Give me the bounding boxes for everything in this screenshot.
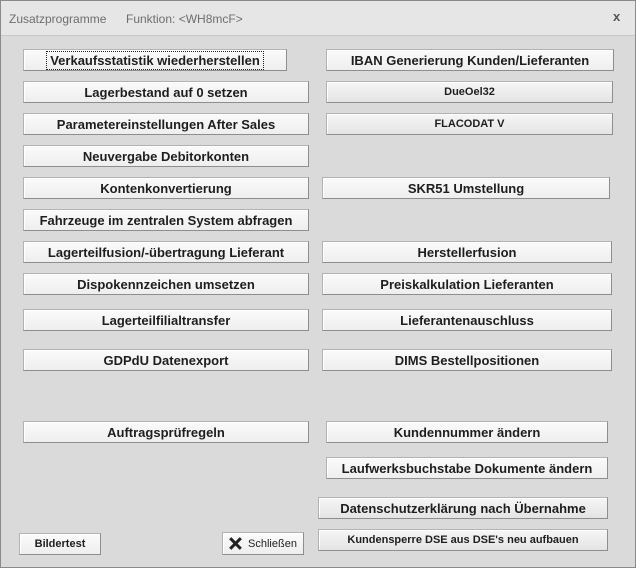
dispokennzeichen-label: Dispokennzeichen umsetzen	[77, 276, 255, 292]
bildertest-button[interactable]	[19, 533, 101, 555]
dueoel32-label: DueOel32	[444, 86, 495, 98]
gdpdu-datenexport-button[interactable]	[23, 349, 309, 371]
close-x-icon	[229, 537, 242, 550]
kundensperre-label: Kundensperre DSE aus DSE's neu aufbauen	[347, 534, 579, 546]
preiskalkulation-button[interactable]	[322, 273, 612, 295]
close-icon[interactable]: x	[613, 9, 621, 24]
herstellerfusion-button[interactable]	[322, 241, 612, 263]
datenschutz-label: Datenschutzerklärung nach Übernahme	[340, 500, 586, 516]
dispokennzeichen-button[interactable]	[23, 273, 309, 295]
lagerteilfusion-label: Lagerteilfusion/-übertragung Lieferant	[47, 244, 285, 260]
neuvergabe-label: Neuvergabe Debitorkonten	[82, 148, 250, 164]
dims-label: DIMS Bestellpositionen	[394, 352, 540, 368]
kundennummer-label: Kundennummer ändern	[393, 424, 541, 440]
skr51-label: SKR51 Umstellung	[407, 180, 525, 196]
laufwerksbuchstabe-label: Laufwerksbuchstabe Dokumente ändern	[341, 460, 593, 476]
iban-label: IBAN Generierung Kunden/Lieferanten	[350, 52, 590, 68]
schliessen-label: Schließen	[248, 537, 297, 550]
lagerteilfilialtransfer-label: Lagerteilfilialtransfer	[101, 312, 231, 328]
skr51-umstellung-button[interactable]	[322, 177, 610, 199]
neuvergabe-debitorkonten-button[interactable]	[23, 145, 309, 167]
schliessen-button[interactable]	[222, 532, 304, 555]
verkaufsstatistik-label: Verkaufsstatistik wiederherstellen	[50, 52, 260, 68]
gdpdu-label: GDPdU Datenexport	[103, 352, 229, 368]
fahrzeuge-label: Fahrzeuge im zentralen System abfragen	[39, 212, 293, 228]
lagerteilfusion-button[interactable]	[23, 241, 309, 263]
lagerbestand-button[interactable]	[23, 81, 309, 103]
dims-bestellpositionen-button[interactable]	[322, 349, 612, 371]
verkaufsstatistik-button[interactable]	[23, 49, 287, 71]
flacodat-label: FLACODAT V	[434, 118, 505, 130]
lieferantenausschluss-button[interactable]	[322, 309, 612, 331]
function-title: Funktion: <WH8mcF>	[126, 12, 243, 26]
title-bar	[1, 1, 635, 36]
kontenkonvertierung-label: Kontenkonvertierung	[100, 180, 232, 196]
auftragspruefregeln-button[interactable]	[23, 421, 309, 443]
parametereinstellungen-label: Parametereinstellungen After Sales	[56, 116, 276, 132]
kundennummer-aendern-button[interactable]	[326, 421, 608, 443]
flacodat-button[interactable]	[326, 113, 613, 135]
lagerteilfilialtransfer-button[interactable]	[23, 309, 309, 331]
window-title: Zusatzprogramme	[9, 12, 107, 26]
lieferantenausschluss-label: Lieferantenauschluss	[400, 312, 534, 328]
bildertest-label: Bildertest	[34, 538, 86, 550]
preiskalkulation-label: Preiskalkulation Lieferanten	[380, 276, 554, 292]
herstellerfusion-label: Herstellerfusion	[417, 244, 517, 260]
dueoel32-button[interactable]	[326, 81, 613, 103]
lagerbestand-label: Lagerbestand auf 0 setzen	[84, 84, 248, 100]
iban-generierung-button[interactable]	[326, 49, 614, 71]
laufwerksbuchstabe-button[interactable]	[326, 457, 608, 479]
datenschutzerklaerung-button[interactable]	[318, 497, 608, 519]
auftragspruefregeln-label: Auftragsprüfregeln	[107, 424, 225, 440]
parametereinstellungen-button[interactable]	[23, 113, 309, 135]
fahrzeuge-abfragen-button[interactable]	[23, 209, 309, 231]
kontenkonvertierung-button[interactable]	[23, 177, 309, 199]
kundensperre-dse-button[interactable]	[318, 529, 608, 551]
